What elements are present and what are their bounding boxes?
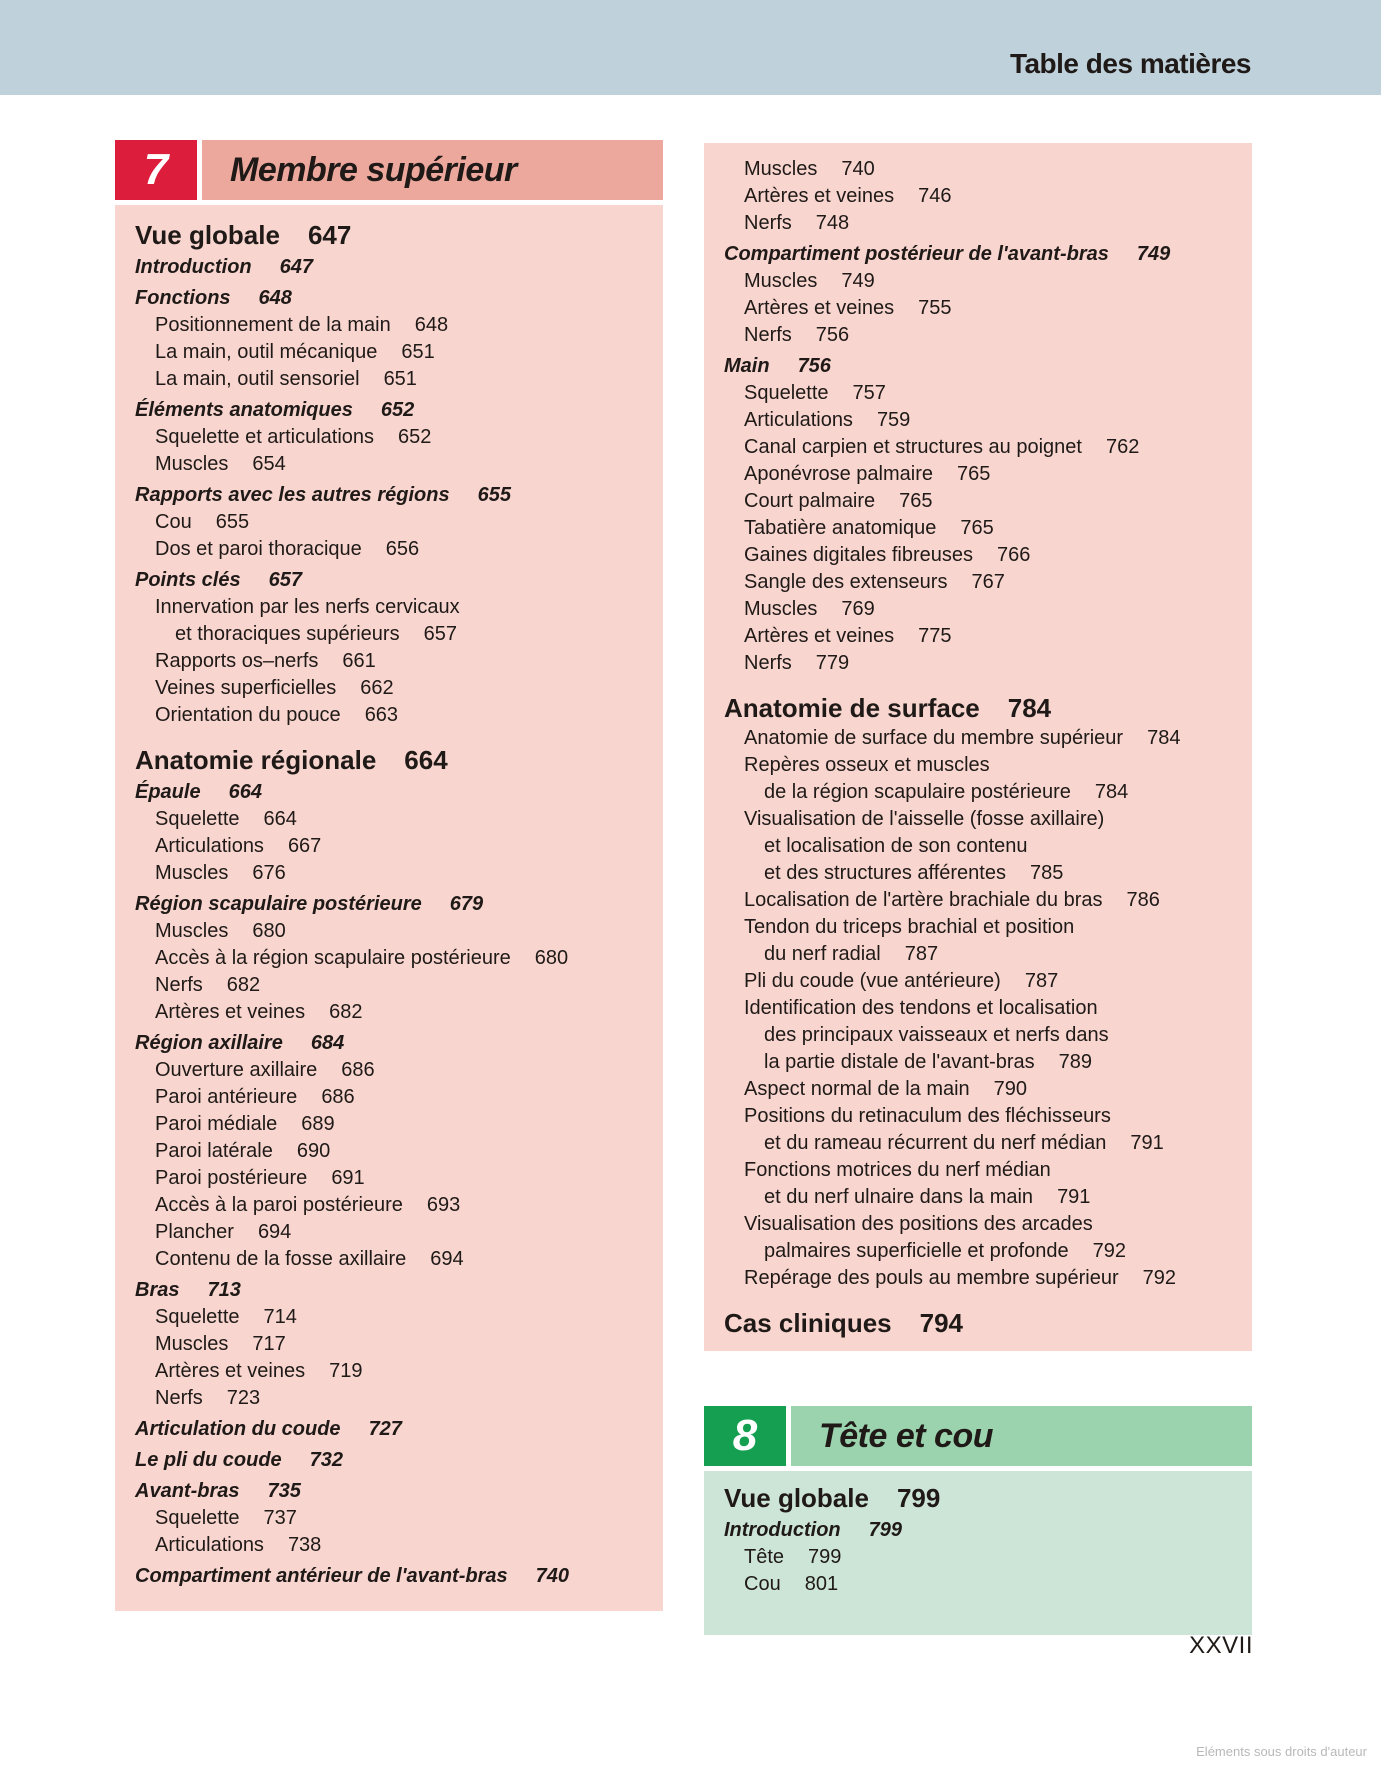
toc-entry-title: Articulations	[155, 835, 264, 857]
toc-entry	[135, 482, 655, 509]
toc-entry-page: 784	[1007, 693, 1052, 723]
toc-entry	[724, 1571, 1244, 1598]
toc-entry-page: 779	[815, 652, 850, 674]
chapter8-title: Tête et cou	[791, 1406, 1252, 1466]
toc-entry	[135, 648, 655, 675]
toc-entry-page: 789	[1058, 1051, 1093, 1073]
toc-entry	[724, 1211, 1244, 1238]
toc-entry-page: 679	[449, 893, 484, 915]
toc-entry-title: Muscles	[155, 453, 229, 475]
toc-entry-page: 791	[1130, 1132, 1164, 1154]
toc-entry-title: Visualisation de l'aisselle (fosse axillaire)	[744, 808, 1105, 830]
toc-entry-page: 775	[918, 625, 952, 647]
toc-entry-page: 684	[310, 1032, 345, 1054]
toc-entry-page: 651	[383, 368, 417, 390]
toc-entry	[135, 567, 655, 594]
toc-entry	[724, 241, 1244, 268]
toc-entry-page: 757	[852, 382, 886, 404]
toc-entry	[724, 1022, 1244, 1049]
toc-entry-title: Introduction	[135, 256, 252, 278]
toc-entry-title: et du nerf ulnaire dans la main	[764, 1186, 1034, 1208]
toc-entry-title: de la région scapulaire postérieure	[764, 781, 1071, 803]
toc-entry-title: du nerf radial	[764, 943, 881, 965]
toc-entry	[135, 860, 655, 887]
toc-entry-title: Repérage des pouls au membre supérieur	[744, 1267, 1119, 1289]
toc-entry	[724, 542, 1244, 569]
toc-entry-page: 713	[207, 1279, 241, 1301]
toc-entry-title: Nerfs	[155, 1387, 203, 1409]
toc-entry-page: 737	[263, 1507, 297, 1529]
toc-entry	[135, 806, 655, 833]
toc-entry	[724, 156, 1244, 183]
toc-entry-page: 676	[252, 862, 286, 884]
toc-entry-title: Squelette	[155, 1507, 240, 1529]
toc-entry-title: des principaux vaisseaux et nerfs dans	[764, 1024, 1109, 1046]
toc-entry	[135, 1192, 655, 1219]
toc-entry	[135, 945, 655, 972]
toc-entry	[135, 339, 655, 366]
toc-entry-title: la partie distale de l'avant-bras	[764, 1051, 1035, 1073]
toc-entry-title: Nerfs	[744, 324, 792, 346]
toc-entry-page: 784	[1094, 781, 1129, 803]
toc-entry-title: Avant-bras	[135, 1480, 240, 1502]
toc-entry	[135, 220, 655, 250]
toc-entry	[724, 752, 1244, 779]
toc-entry-page: 787	[904, 943, 939, 965]
running-title: Table des matières	[1009, 48, 1251, 79]
toc-entry-title: Artères et veines	[744, 625, 895, 647]
toc-entry	[724, 353, 1244, 380]
toc-entry-page: 765	[899, 490, 933, 512]
chapter7-number: 7	[115, 140, 197, 200]
toc-entry-page: 694	[257, 1221, 292, 1243]
toc-entry	[135, 1165, 655, 1192]
toc-entry	[724, 1157, 1244, 1184]
toc-entry-page: 740	[841, 158, 875, 180]
toc-entry-page: 667	[287, 835, 322, 857]
toc-entry-title: Nerfs	[155, 974, 203, 996]
toc-entry-title: Muscles	[744, 270, 818, 292]
toc-entry-title: Dos et paroi thoracique	[155, 538, 362, 560]
toc-entry-title: Épaule	[135, 781, 201, 803]
toc-entry-title: Anatomie de surface du membre supérieur	[744, 727, 1124, 749]
toc-entry-title: Vue globale	[724, 1483, 869, 1513]
toc-entry-page: 655	[477, 484, 511, 506]
toc-entry-title: Accès à la région scapulaire postérieure	[155, 947, 511, 969]
toc-entry-page: 749	[841, 270, 875, 292]
toc-entry-title: Artères et veines	[155, 1360, 306, 1382]
toc-entry-page: 652	[398, 426, 432, 448]
toc-entry-page: 756	[815, 324, 850, 346]
toc-entry-title: Aponévrose palmaire	[744, 463, 933, 485]
toc-entry	[724, 1517, 1244, 1544]
chapter7-toc-left	[135, 204, 655, 1590]
toc-entry-title: Squelette	[155, 1306, 240, 1328]
toc-entry-page: 792	[1092, 1240, 1126, 1262]
toc-entry-page: 652	[380, 399, 415, 421]
toc-entry-page: 682	[329, 1001, 363, 1023]
toc-entry	[135, 1219, 655, 1246]
toc-entry-title: Aspect normal de la main	[744, 1078, 970, 1100]
toc-entry	[135, 1246, 655, 1273]
toc-entry	[724, 183, 1244, 210]
toc-entry-title: Veines superficielles	[155, 677, 337, 699]
toc-entry-page: 755	[918, 297, 952, 319]
toc-entry-page: 738	[287, 1534, 322, 1556]
toc-entry-title: Main	[724, 355, 770, 377]
toc-entry-title: Paroi antérieure	[155, 1086, 298, 1108]
toc-entry	[724, 596, 1244, 623]
toc-entry	[135, 918, 655, 945]
toc-entry-page: 799	[896, 1483, 941, 1513]
toc-entry-title: Anatomie de surface	[724, 693, 980, 723]
toc-entry-title: Contenu de la fosse axillaire	[155, 1248, 407, 1270]
toc-entry-title: Paroi postérieure	[155, 1167, 308, 1189]
toc-entry-page: 748	[815, 212, 850, 234]
toc-entry-page: 790	[993, 1078, 1028, 1100]
toc-entry-title: Innervation par les nerfs cervicaux	[155, 596, 460, 618]
toc-entry	[724, 268, 1244, 295]
toc-entry-page: 654	[252, 453, 286, 475]
toc-entry	[135, 397, 655, 424]
toc-entry-page: 765	[957, 463, 991, 485]
toc-entry	[135, 1478, 655, 1505]
toc-entry	[135, 509, 655, 536]
toc-entry	[724, 806, 1244, 833]
toc-entry-title: Orientation du pouce	[155, 704, 341, 726]
toc-entry-title: Tête	[744, 1546, 785, 1568]
toc-entry-title: Muscles	[744, 598, 818, 620]
toc-entry-page: 765	[960, 517, 994, 539]
toc-entry-page: 664	[263, 808, 297, 830]
toc-entry	[724, 941, 1244, 968]
toc-entry-title: Vue globale	[135, 220, 280, 250]
toc-entry	[135, 779, 655, 806]
toc-entry	[135, 1447, 655, 1474]
toc-entry	[135, 366, 655, 393]
toc-entry-page: 791	[1057, 1186, 1091, 1208]
toc-entry-page: 746	[918, 185, 952, 207]
toc-entry	[135, 594, 655, 621]
toc-entry-title: Accès à la paroi postérieure	[155, 1194, 403, 1216]
toc-entry	[724, 623, 1244, 650]
toc-entry	[724, 1265, 1244, 1292]
toc-entry-title: Articulation du coude	[135, 1418, 341, 1440]
toc-entry	[135, 254, 655, 281]
toc-entry-title: Sangle des extenseurs	[744, 571, 948, 593]
toc-entry	[135, 1057, 655, 1084]
toc-entry	[724, 488, 1244, 515]
toc-entry	[135, 745, 655, 775]
toc-entry	[135, 1505, 655, 1532]
toc-entry	[135, 833, 655, 860]
toc-entry	[135, 999, 655, 1026]
toc-entry	[135, 675, 655, 702]
toc-entry-page: 769	[841, 598, 875, 620]
toc-entry	[724, 515, 1244, 542]
toc-entry-page: 785	[1029, 862, 1064, 884]
toc-entry	[135, 1277, 655, 1304]
toc-entry-title: La main, outil mécanique	[155, 341, 378, 363]
toc-entry-page: 727	[368, 1418, 402, 1440]
toc-entry-page: 756	[797, 355, 831, 377]
toc-entry-page: 794	[919, 1308, 964, 1338]
toc-entry-page: 786	[1126, 889, 1160, 911]
toc-entry-page: 648	[258, 287, 292, 309]
toc-entry-page: 680	[252, 920, 286, 942]
toc-entry-title: Articulations	[155, 1534, 264, 1556]
toc-entry	[135, 972, 655, 999]
toc-entry-title: et des structures afférentes	[764, 862, 1006, 884]
toc-entry	[724, 210, 1244, 237]
toc-entry	[724, 1076, 1244, 1103]
toc-entry	[135, 1331, 655, 1358]
toc-entry-title: Muscles	[155, 1333, 229, 1355]
toc-entry	[724, 1238, 1244, 1265]
toc-entry	[135, 702, 655, 729]
toc-entry-page: 661	[342, 650, 376, 672]
toc-entry	[135, 424, 655, 451]
toc-entry	[724, 914, 1244, 941]
toc-entry-page: 717	[252, 1333, 286, 1355]
toc-entry-title: Tabatière anatomique	[744, 517, 937, 539]
toc-entry	[724, 1049, 1244, 1076]
toc-entry	[135, 1358, 655, 1385]
toc-entry-title: Articulations	[744, 409, 853, 431]
toc-entry-page: 680	[534, 947, 569, 969]
toc-entry-page: 656	[385, 538, 420, 560]
toc-entry-title: Points clés	[135, 569, 241, 591]
toc-entry-title: Compartiment antérieur de l'avant-bras	[135, 1565, 508, 1587]
toc-entry-title: Squelette	[744, 382, 829, 404]
toc-entry	[135, 1304, 655, 1331]
toc-entry-title: Fonctions motrices du nerf médian	[744, 1159, 1051, 1181]
toc-entry-title: Cas cliniques	[724, 1308, 892, 1338]
chapter8-header	[704, 1406, 1252, 1466]
toc-entry	[135, 1416, 655, 1443]
toc-entry-page: 801	[804, 1573, 839, 1595]
toc-entry	[135, 536, 655, 563]
toc-entry	[724, 725, 1244, 752]
toc-entry-title: Région axillaire	[135, 1032, 283, 1054]
toc-entry-title: Localisation de l'artère brachiale du bras	[744, 889, 1103, 911]
toc-entry-title: Visualisation des positions des arcades	[744, 1213, 1093, 1235]
toc-entry	[724, 1130, 1244, 1157]
toc-entry-title: Canal carpien et structures au poignet	[744, 436, 1082, 458]
toc-entry	[724, 322, 1244, 349]
toc-entry-page: 719	[329, 1360, 363, 1382]
toc-entry	[135, 312, 655, 339]
toc-entry	[724, 650, 1244, 677]
toc-entry-page: 689	[301, 1113, 335, 1135]
toc-entry	[135, 891, 655, 918]
toc-entry	[135, 1138, 655, 1165]
toc-entry-page: 799	[868, 1519, 903, 1541]
toc-entry-title: et thoraciques supérieurs	[175, 623, 400, 645]
toc-entry-page: 647	[279, 256, 314, 278]
toc-entry-page: 686	[341, 1059, 375, 1081]
toc-entry-title: Nerfs	[744, 212, 792, 234]
toc-entry-title: Court palmaire	[744, 490, 876, 512]
toc-entry-title: Introduction	[724, 1519, 841, 1541]
toc-entry-title: et localisation de son contenu	[764, 835, 1028, 857]
toc-entry-page: 657	[423, 623, 457, 645]
toc-entry-title: Squelette et articulations	[155, 426, 375, 448]
toc-entry-page: 663	[364, 704, 399, 726]
toc-entry-page: 686	[321, 1086, 355, 1108]
toc-entry-page: 787	[1024, 970, 1059, 992]
toc-entry	[135, 1532, 655, 1559]
chapter8-toc	[724, 1467, 1244, 1598]
toc-entry	[724, 693, 1244, 723]
toc-entry	[724, 779, 1244, 806]
toc-entry-page: 662	[360, 677, 394, 699]
toc-entry	[724, 968, 1244, 995]
toc-entry	[724, 833, 1244, 860]
toc-entry	[724, 1544, 1244, 1571]
toc-entry	[135, 451, 655, 478]
toc-entry-title: Positions du retinaculum des fléchisseurs	[744, 1105, 1111, 1127]
toc-entry-title: Paroi médiale	[155, 1113, 278, 1135]
toc-entry	[724, 887, 1244, 914]
toc-entry-title: Identification des tendons et localisation	[744, 997, 1098, 1019]
toc-entry-title: Ouverture axillaire	[155, 1059, 318, 1081]
toc-entry-title: La main, outil sensoriel	[155, 368, 360, 390]
toc-entry-title: Squelette	[155, 808, 240, 830]
toc-entry	[135, 1563, 655, 1590]
toc-entry-title: Fonctions	[135, 287, 231, 309]
toc-entry-page: 740	[535, 1565, 570, 1587]
toc-entry-title: Positionnement de la main	[155, 314, 391, 336]
toc-entry-title: Anatomie régionale	[135, 745, 377, 775]
toc-entry-page: 749	[1136, 243, 1171, 265]
toc-entry-page: 762	[1105, 436, 1140, 458]
toc-entry-title: Rapports avec les autres régions	[135, 484, 450, 506]
toc-entry	[724, 860, 1244, 887]
toc-entry	[135, 1030, 655, 1057]
chapter7-toc-right	[724, 156, 1244, 1340]
toc-entry	[724, 407, 1244, 434]
toc-entry-title: Tendon du triceps brachial et position	[744, 916, 1075, 938]
chapter7-header	[115, 140, 663, 200]
toc-entry-title: Région scapulaire postérieure	[135, 893, 422, 915]
toc-entry-page: 664	[404, 745, 448, 775]
toc-entry	[135, 1111, 655, 1138]
toc-entry-page: 655	[215, 511, 250, 533]
toc-entry-page: 784	[1147, 727, 1181, 749]
toc-entry	[135, 285, 655, 312]
toc-entry-page: 682	[226, 974, 261, 996]
toc-entry	[135, 1385, 655, 1412]
toc-entry-page: 767	[971, 571, 1005, 593]
toc-entry-title: Cou	[155, 511, 192, 533]
toc-entry-title: Paroi latérale	[155, 1140, 273, 1162]
toc-entry-title: Compartiment postérieur de l'avant-bras	[724, 243, 1109, 265]
toc-entry-title: Artères et veines	[744, 297, 895, 319]
toc-entry-page: 732	[309, 1449, 344, 1471]
toc-entry	[135, 621, 655, 648]
toc-entry-title: Artères et veines	[744, 185, 895, 207]
toc-entry-title: palmaires superficielle et profonde	[764, 1240, 1069, 1262]
toc-entry-title: Bras	[135, 1279, 180, 1301]
toc-entry-page: 651	[401, 341, 435, 363]
toc-entry-page: 647	[307, 220, 352, 250]
toc-entry-page: 735	[267, 1480, 301, 1502]
toc-entry	[724, 1103, 1244, 1130]
toc-entry-page: 759	[876, 409, 911, 431]
toc-entry-page: 691	[331, 1167, 365, 1189]
copyright-watermark: Eléments sous droits d'auteur	[1196, 1744, 1367, 1759]
toc-entry-page: 657	[268, 569, 302, 591]
toc-entry-title: Artères et veines	[155, 1001, 306, 1023]
toc-entry-title: Muscles	[155, 920, 229, 942]
toc-entry	[724, 569, 1244, 596]
toc-entry	[724, 295, 1244, 322]
toc-entry-page: 690	[296, 1140, 331, 1162]
toc-entry-page: 648	[414, 314, 449, 336]
toc-entry-title: Le pli du coude	[135, 1449, 282, 1471]
toc-entry-page: 664	[228, 781, 262, 803]
toc-entry-title: et du rameau récurrent du nerf médian	[764, 1132, 1107, 1154]
toc-entry-title: Gaines digitales fibreuses	[744, 544, 974, 566]
toc-entry-page: 766	[997, 544, 1031, 566]
toc-entry-page: 693	[426, 1194, 461, 1216]
toc-entry	[135, 1084, 655, 1111]
chapter7-title: Membre supérieur	[202, 140, 663, 200]
toc-entry-title: Cou	[744, 1573, 781, 1595]
toc-entry-title: Plancher	[155, 1221, 234, 1243]
toc-entry-page: 694	[430, 1248, 464, 1270]
toc-entry-page: 799	[808, 1546, 842, 1568]
toc-entry-title: Repères osseux et muscles	[744, 754, 990, 776]
toc-entry	[724, 461, 1244, 488]
toc-entry-title: Rapports os–nerfs	[155, 650, 319, 672]
toc-entry-title: Muscles	[744, 158, 818, 180]
toc-entry-page: 723	[226, 1387, 261, 1409]
toc-entry	[724, 1308, 1244, 1338]
toc-entry	[724, 380, 1244, 407]
page-folio: XXVII	[1189, 1632, 1253, 1659]
chapter8-number: 8	[704, 1406, 786, 1466]
toc-entry	[724, 1184, 1244, 1211]
toc-entry-title: Pli du coude (vue antérieure)	[744, 970, 1001, 992]
toc-entry-title: Éléments anatomiques	[135, 399, 353, 421]
toc-entry-page: 792	[1142, 1267, 1177, 1289]
toc-entry	[724, 995, 1244, 1022]
toc-entry-title: Muscles	[155, 862, 229, 884]
toc-entry	[724, 434, 1244, 461]
toc-entry-page: 714	[263, 1306, 297, 1328]
toc-entry-title: Nerfs	[744, 652, 792, 674]
toc-entry	[724, 1483, 1244, 1513]
